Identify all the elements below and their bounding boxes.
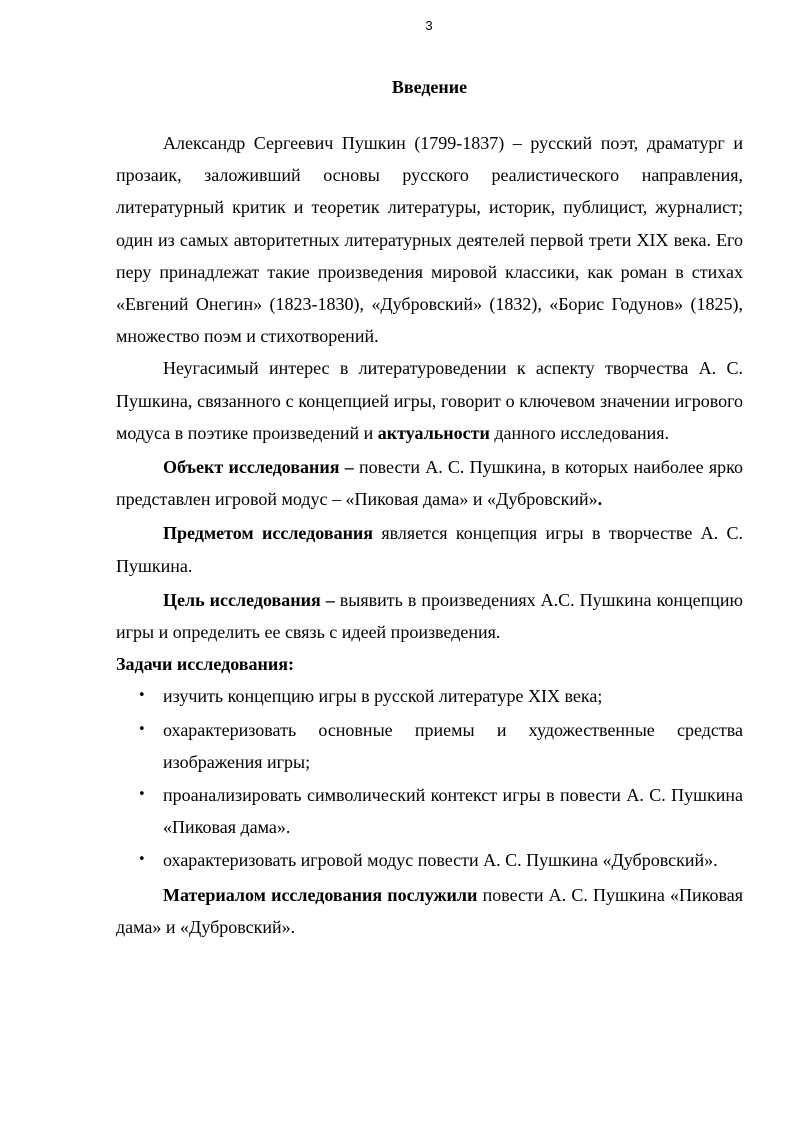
subject-term: Предметом исследования xyxy=(163,523,374,544)
material-paragraph xyxy=(116,879,743,943)
material-term: Материалом исследования послужили xyxy=(163,884,478,905)
relevance-text-after: данного исследования. xyxy=(489,422,670,443)
tasks-heading: Задачи исследования: xyxy=(116,654,294,675)
object-paragraph xyxy=(116,451,743,515)
bullet-icon: • xyxy=(138,787,146,803)
relevance-paragraph xyxy=(116,352,743,449)
subject-paragraph xyxy=(116,517,743,581)
relevance-text-before: Неугасимый интерес в литературоведении к аспекту творчества А. С. Пушкина, связанного с концепцией игры, говорит о ключевом значении игрового модуса в поэтике произведений и xyxy=(116,358,743,443)
task-item xyxy=(116,844,743,876)
task-text: проанализировать символический контекст игры в повести А. С. Пушкина «Пиковая дама». xyxy=(163,785,743,838)
bullet-icon: • xyxy=(138,688,146,704)
goal-paragraph xyxy=(116,584,743,648)
section-title: Введение xyxy=(391,77,468,97)
task-item xyxy=(116,714,743,778)
goal-term: Цель исследования – xyxy=(163,589,335,610)
relevance-term: актуальности xyxy=(377,422,490,443)
task-item xyxy=(116,680,743,712)
object-end: . xyxy=(597,489,603,510)
goal-text: выявить в произведениях А.С. Пушкина концепцию игры и определить ее связь с идеей произведения. xyxy=(116,589,743,643)
object-term: Объект исследования – xyxy=(163,457,354,478)
task-text: охарактеризовать игровой модус повести А. С. Пушкина «Дубровский». xyxy=(163,850,718,871)
tasks-list xyxy=(116,680,743,876)
task-item xyxy=(116,779,743,843)
page-content xyxy=(116,73,743,943)
subject-text: является концепция игры в творчестве А. С. Пушкина. xyxy=(116,523,743,576)
intro-paragraph: Александр Сергеевич Пушкин (1799-1837) – русский поэт, драматург и прозаик, заложивший основы русского реалистического направления, литературный критик и теоретик литературы, историк, публицист, журналист; один из самых авторитетных литературных деятелей первой трети XIX века. Его перу принадлежат такие произведения мировой классики, как роман в стихах «Евгений Онегин» (1823-1830), «Дубровский» (1832), «Борис Годунов» (1825), множество поэм и стихотворений. xyxy=(116,133,743,347)
material-text: повести А. С. Пушкина «Пиковая дама» и «Дубровский». xyxy=(116,884,743,937)
page-number: 3 xyxy=(425,18,433,33)
task-text: изучить концепцию игры в русской литературе XIX века; xyxy=(163,686,603,707)
bullet-icon: • xyxy=(138,852,146,868)
object-text: повести А. С. Пушкина, в которых наиболее ярко представлен игровой модус – «Пиковая дама» и «Дубровский» xyxy=(116,457,743,510)
bullet-icon: • xyxy=(138,721,146,737)
task-text: охарактеризовать основные приемы и художественные средства изображения игры; xyxy=(163,719,743,772)
